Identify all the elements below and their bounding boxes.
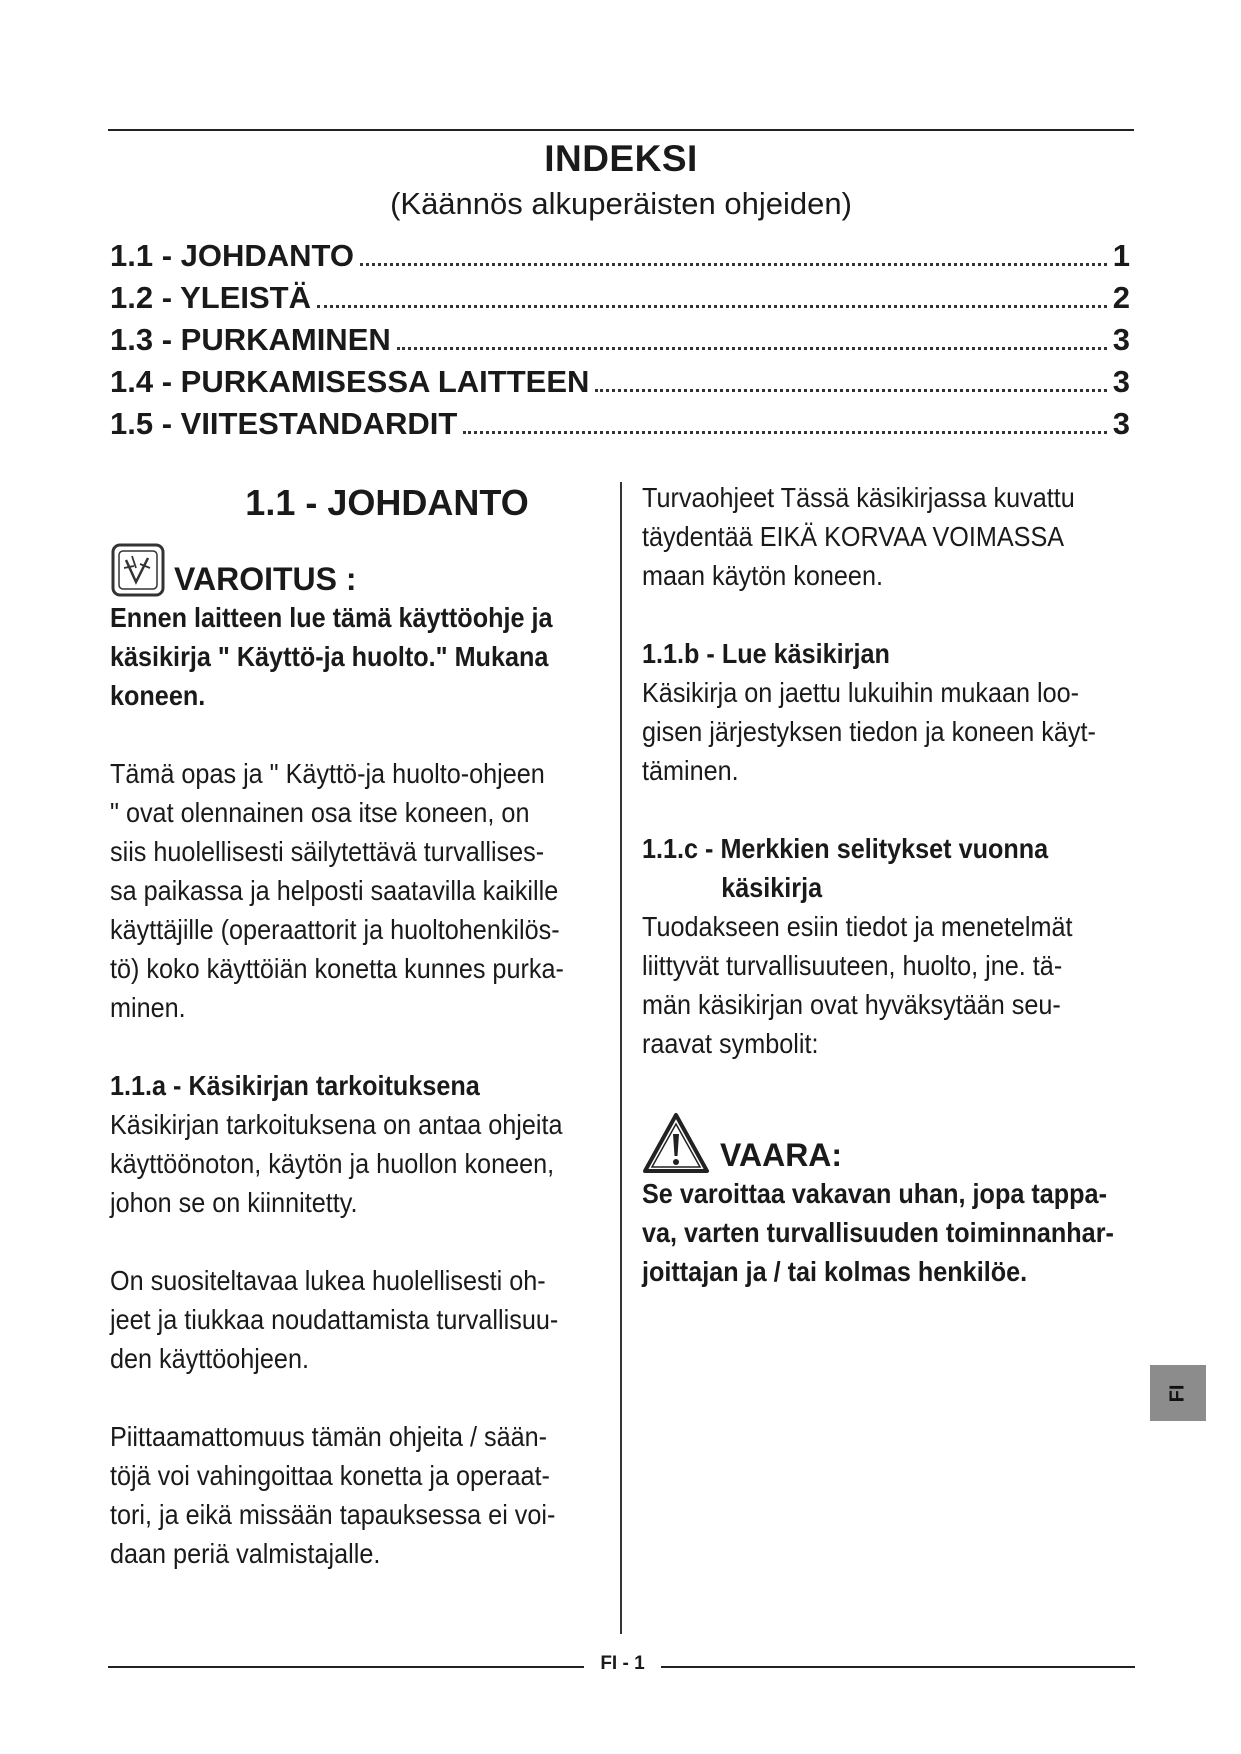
paragraph-line: täminen.: [642, 755, 739, 786]
paragraph-line: " ovat olennainen osa itse koneen, on: [110, 797, 530, 828]
subsection-heading: 1.1.c - Merkkien selitykset vuonna: [642, 833, 1049, 864]
toc-entry-page: 3: [1112, 322, 1130, 357]
warning-header: [110, 536, 604, 598]
toc-leader-dots: [595, 389, 1106, 392]
danger-text-line: Se varoittaa vakavan uhan, jopa tappa-: [642, 1178, 1107, 1209]
toc-leader-dots: [463, 431, 1106, 434]
paragraph-line: käyttöönoton, käytön ja huollon koneen,: [110, 1148, 555, 1179]
paragraph-line: den käyttöohjeen.: [110, 1343, 309, 1374]
toc-entry-label: 1.5 - VIITESTANDARDIT: [110, 406, 458, 441]
paragraph-line: gisen järjestyksen tiedon ja koneen käyt-: [642, 716, 1096, 747]
toc-entry[interactable]: [110, 238, 1130, 280]
paragraph-line: sa paikassa ja helposti saatavilla kaikille: [110, 875, 559, 906]
toc-entry-label: 1.3 - PURKAMINEN: [110, 322, 391, 357]
toc-entry-page: 3: [1112, 364, 1130, 399]
paragraph-line: johon se on kiinnitetty.: [110, 1187, 358, 1218]
toc-entry-page: 1: [1112, 238, 1130, 273]
language-tab-label: FI: [1166, 1384, 1189, 1402]
warning-text-line: koneen.: [110, 680, 206, 711]
paragraph-line: tö) koko käyttöiän konetta kunnes purka-: [110, 953, 564, 984]
page-title: INDEKSI: [544, 138, 698, 179]
toc-entry[interactable]: [110, 280, 1130, 322]
toc-entry-page: 2: [1112, 280, 1130, 315]
paragraph-line: minen.: [110, 992, 186, 1023]
subsection-heading: 1.1.b - Lue käsikirjan: [642, 638, 890, 669]
danger-triangle-icon: [642, 1112, 710, 1174]
toc-entry[interactable]: [110, 406, 1130, 448]
column-divider: [620, 482, 622, 1634]
table-of-contents: [110, 238, 1130, 448]
paragraph-line: Turvaohjeet Tässä käsikirjassa kuvattu: [642, 482, 1075, 513]
subsection-heading-continued: käsikirja: [721, 872, 823, 903]
toc-entry-label: 1.2 - YLEISTÄ: [110, 280, 311, 315]
toc-entry-label: 1.1 - JOHDANTO: [110, 238, 355, 273]
paragraph-line: jeet ja tiukkaa noudattamista turvallisuu-: [110, 1304, 559, 1335]
warning-text-line: käsikirja " Käyttö-ja huolto." Mukana: [110, 641, 549, 672]
paragraph-line: Piittaamattomuus tämän ohjeita / sään-: [110, 1421, 548, 1452]
paragraph-line: Käsikirja on jaettu lukuihin mukaan loo-: [642, 677, 1080, 708]
footer-rule-left: [108, 1666, 584, 1668]
footer-rule-right: [661, 1666, 1135, 1668]
paragraph-line: liittyvät turvallisuuteen, huolto, jne. tä-: [642, 950, 1063, 981]
toc-entry-label: 1.4 - PURKAMISESSA LAITTEEN: [110, 364, 590, 399]
toc-entry-page: 3: [1112, 406, 1130, 441]
danger-header: [642, 1108, 1135, 1174]
right-column: [642, 478, 1135, 1291]
subsection-heading: 1.1.a - Käsikirjan tarkoituksena: [110, 1070, 480, 1101]
paragraph-line: Tämä opas ja " Käyttö-ja huolto-ohjeen: [110, 758, 545, 789]
toc-leader-dots: [360, 263, 1107, 266]
paragraph-line: maan käytön koneen.: [642, 560, 883, 591]
paragraph-line: käyttäjille (operaattorit ja huoltohenkilös-: [110, 914, 560, 945]
toc-leader-dots: [317, 305, 1107, 308]
toc-entry[interactable]: [110, 322, 1130, 364]
paragraph-line: siis huolellisesti säilytettävä turvallises-: [110, 836, 545, 867]
paragraph-line: töjä voi vahingoittaa konetta ja operaat-: [110, 1460, 550, 1491]
left-column: [110, 478, 604, 1573]
warning-label: VAROITUS :: [174, 561, 357, 597]
paragraph-line: tori, ja eikä missään tapauksessa ei voi-: [110, 1499, 556, 1530]
toc-entry[interactable]: [110, 364, 1130, 406]
paragraph-line: täydentää EIKÄ KORVAA VOIMASSA: [642, 521, 1065, 552]
toc-leader-dots: [397, 347, 1107, 350]
warning-text-line: Ennen laitteen lue tämä käyttöohje ja: [110, 602, 553, 633]
page-subtitle: (Käännös alkuperäisten ohjeiden): [390, 186, 852, 221]
danger-label: VAARA:: [720, 1137, 843, 1173]
paragraph-line: daan periä valmistajalle.: [110, 1538, 381, 1569]
footer-page-number: FI - 1: [600, 1653, 645, 1674]
manual-warning-icon: [110, 542, 166, 598]
paragraph-line: Tuodakseen esiin tiedot ja menetelmät: [642, 911, 1073, 942]
paragraph-line: Käsikirjan tarkoituksena on antaa ohjeita: [110, 1109, 563, 1140]
danger-text-line: joittajan ja / tai kolmas henkilöe.: [642, 1256, 1028, 1287]
paragraph-line: män käsikirjan ovat hyväksytään seu-: [642, 989, 1061, 1020]
language-tab: [1150, 1365, 1206, 1421]
paragraph-line: On suositeltavaa lukea huolellisesti oh-: [110, 1265, 546, 1296]
danger-text-line: va, varten turvallisuuden toiminnanhar-: [642, 1217, 1114, 1248]
paragraph-line: raavat symbolit:: [642, 1028, 819, 1059]
top-rule: [108, 129, 1134, 131]
section-title: 1.1 - JOHDANTO: [245, 482, 529, 523]
